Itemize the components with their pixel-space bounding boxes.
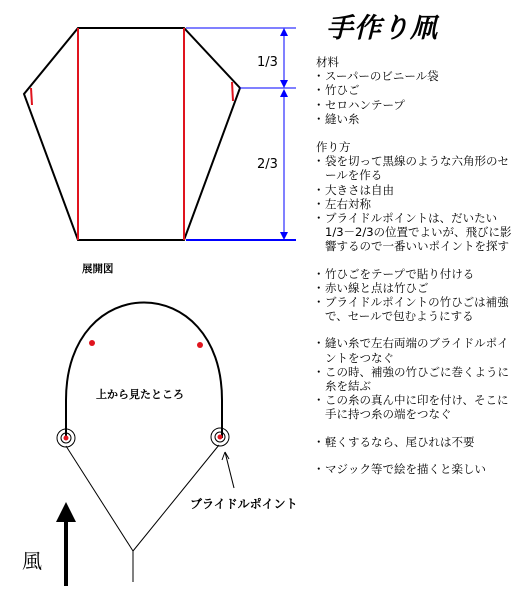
method-heading: 作り方 <box>316 140 351 155</box>
top-view-label: 上から見たところ <box>96 388 184 401</box>
list-item: ・ この糸の真ん中に印を付け、そこに手に持つ糸の端をつなぐ <box>316 393 512 421</box>
list-item: ・ ブライドルポイントは、だいたい1/3－2/3の位置でよいが、飛びに影響するので一番いいポイントを探す <box>316 211 512 254</box>
list-item: ・ セロハンテープ <box>316 98 512 112</box>
arrowhead-up-1 <box>280 28 288 36</box>
list-item: ・ 竹ひご <box>316 83 512 97</box>
bamboo-point-left <box>89 340 95 346</box>
bamboo-point-right <box>197 342 203 348</box>
arrowhead-down-2 <box>280 232 288 240</box>
page-title: 手作り凧 <box>326 13 438 44</box>
instructions-panel <box>316 55 512 476</box>
bridle-reinforcement-left <box>31 88 32 105</box>
materials-heading: 材料 <box>316 55 339 69</box>
list-item: ・ スーパーのビニール袋 <box>316 69 512 83</box>
arrowhead-down-1 <box>280 80 288 88</box>
list-item: ・ この時、補強の竹ひごに巻くように糸を結ぶ <box>316 365 512 393</box>
bridle-pointer-line <box>225 452 234 488</box>
arrowhead-up-2 <box>280 89 288 97</box>
bridle-point-label: ブライドルポイント <box>190 497 298 511</box>
method-step-group <box>316 154 512 253</box>
wind-arrow-head <box>56 502 76 522</box>
list-item: ・ 軽くするなら、尾ひれは不要 <box>316 435 512 449</box>
bridle-point-left-dot <box>64 436 69 441</box>
method-step-group <box>316 267 512 324</box>
materials-list <box>316 69 512 126</box>
bridle-line-left <box>66 446 133 551</box>
upper-fraction-label: 1/3 <box>257 55 278 70</box>
bridle-pointer-head-a <box>222 452 225 460</box>
sail-hexagon-outline <box>24 28 240 240</box>
list-item: ・ 袋を切って黒線のような六角形のセールを作る <box>316 154 512 182</box>
bowed-sail-curve <box>66 303 222 439</box>
bridle-point-right-dot <box>218 435 223 440</box>
wind-label: 風 <box>22 549 42 573</box>
lower-fraction-label: 2/3 <box>257 157 278 172</box>
unfolded-view-label: 展開図 <box>82 263 114 275</box>
list-item: ・ 大きさは自由 <box>316 183 512 197</box>
method-step-group <box>316 462 512 476</box>
list-item: ・ 縫い糸で左右両端のブライドルポイントをつなぐ <box>316 336 512 364</box>
list-item: ・ 左右対称 <box>316 197 512 211</box>
list-item: ・ 赤い線と点は竹ひご <box>316 281 512 295</box>
list-item: ・ 縫い糸 <box>316 112 512 126</box>
method-step-group <box>316 435 512 449</box>
method-step-group <box>316 336 512 421</box>
bridle-reinforcement-right <box>232 82 233 101</box>
list-item: ・ ブライドルポイントの竹ひごは補強で、セールで包むようにする <box>316 295 512 323</box>
list-item: ・ マジック等で絵を描くと楽しい <box>316 462 512 476</box>
list-item: ・ 竹ひごをテープで貼り付ける <box>316 267 512 281</box>
